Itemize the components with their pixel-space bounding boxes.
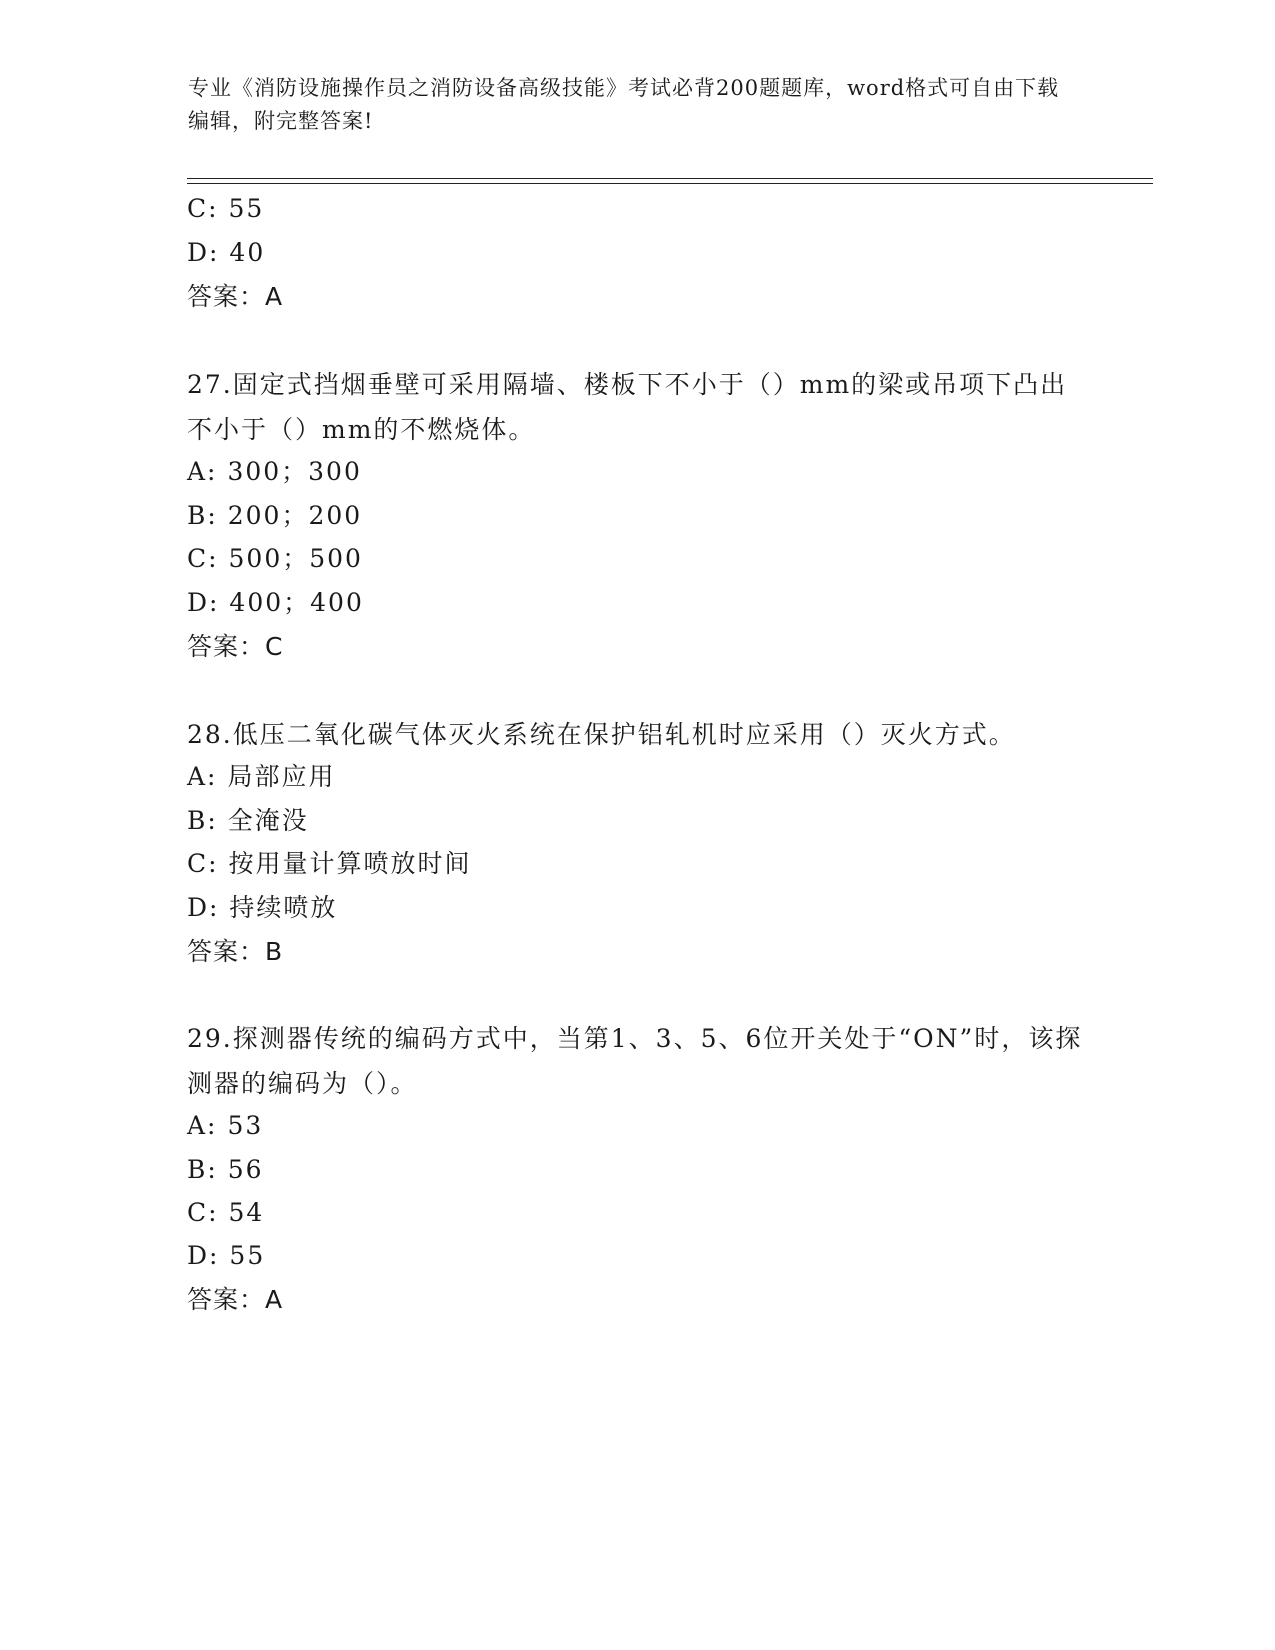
answer-line: 答案：A bbox=[187, 282, 284, 311]
question-29-option-c: C: 54 bbox=[187, 1198, 265, 1227]
question-28-stem: 28.低压二氧化碳气体灭火系统在保护铝轧机时应采用（）灭火方式。 bbox=[187, 720, 1016, 749]
question-28-answer: 答案：B bbox=[187, 937, 284, 966]
option-d: D: 40 bbox=[187, 238, 266, 267]
question-27-option-b: B: 200；200 bbox=[187, 501, 363, 530]
header-rule-bottom bbox=[187, 183, 1153, 184]
question-29-option-d: D: 55 bbox=[187, 1241, 266, 1270]
question-28-option-a: A: 局部应用 bbox=[187, 762, 336, 791]
question-27-answer: 答案：C bbox=[187, 632, 284, 661]
question-29-option-b: B: 56 bbox=[187, 1155, 264, 1184]
question-27-option-d: D: 400；400 bbox=[187, 588, 364, 617]
question-28-option-b: B: 全淹没 bbox=[187, 806, 309, 835]
question-27-option-a: A: 300；300 bbox=[187, 457, 362, 486]
question-29-stem: 29.探测器传统的编码方式中，当第1、3、5、6位开关处于“ON”时，该探测器的编码为（）。 bbox=[187, 1024, 1083, 1098]
header-rule-top bbox=[187, 178, 1153, 179]
option-c: C: 55 bbox=[187, 194, 265, 223]
question-28-option-d: D: 持续喷放 bbox=[187, 893, 338, 922]
question-28-option-c: C: 按用量计算喷放时间 bbox=[187, 849, 472, 878]
page-header: 专业《消防设施操作员之消防设备高级技能》考试必背200题题库，word格式可自由下载编辑，附完整答案! bbox=[188, 76, 1060, 133]
question-27-option-c: C: 500；500 bbox=[187, 544, 363, 573]
question-27-stem: 27.固定式挡烟垂壁可采用隔墙、楼板下不小于（）mm的梁或吊项下凸出不小于（）mm的不燃烧体。 bbox=[187, 370, 1068, 444]
question-29-answer: 答案：A bbox=[187, 1285, 284, 1314]
question-29-option-a: A: 53 bbox=[187, 1111, 264, 1140]
